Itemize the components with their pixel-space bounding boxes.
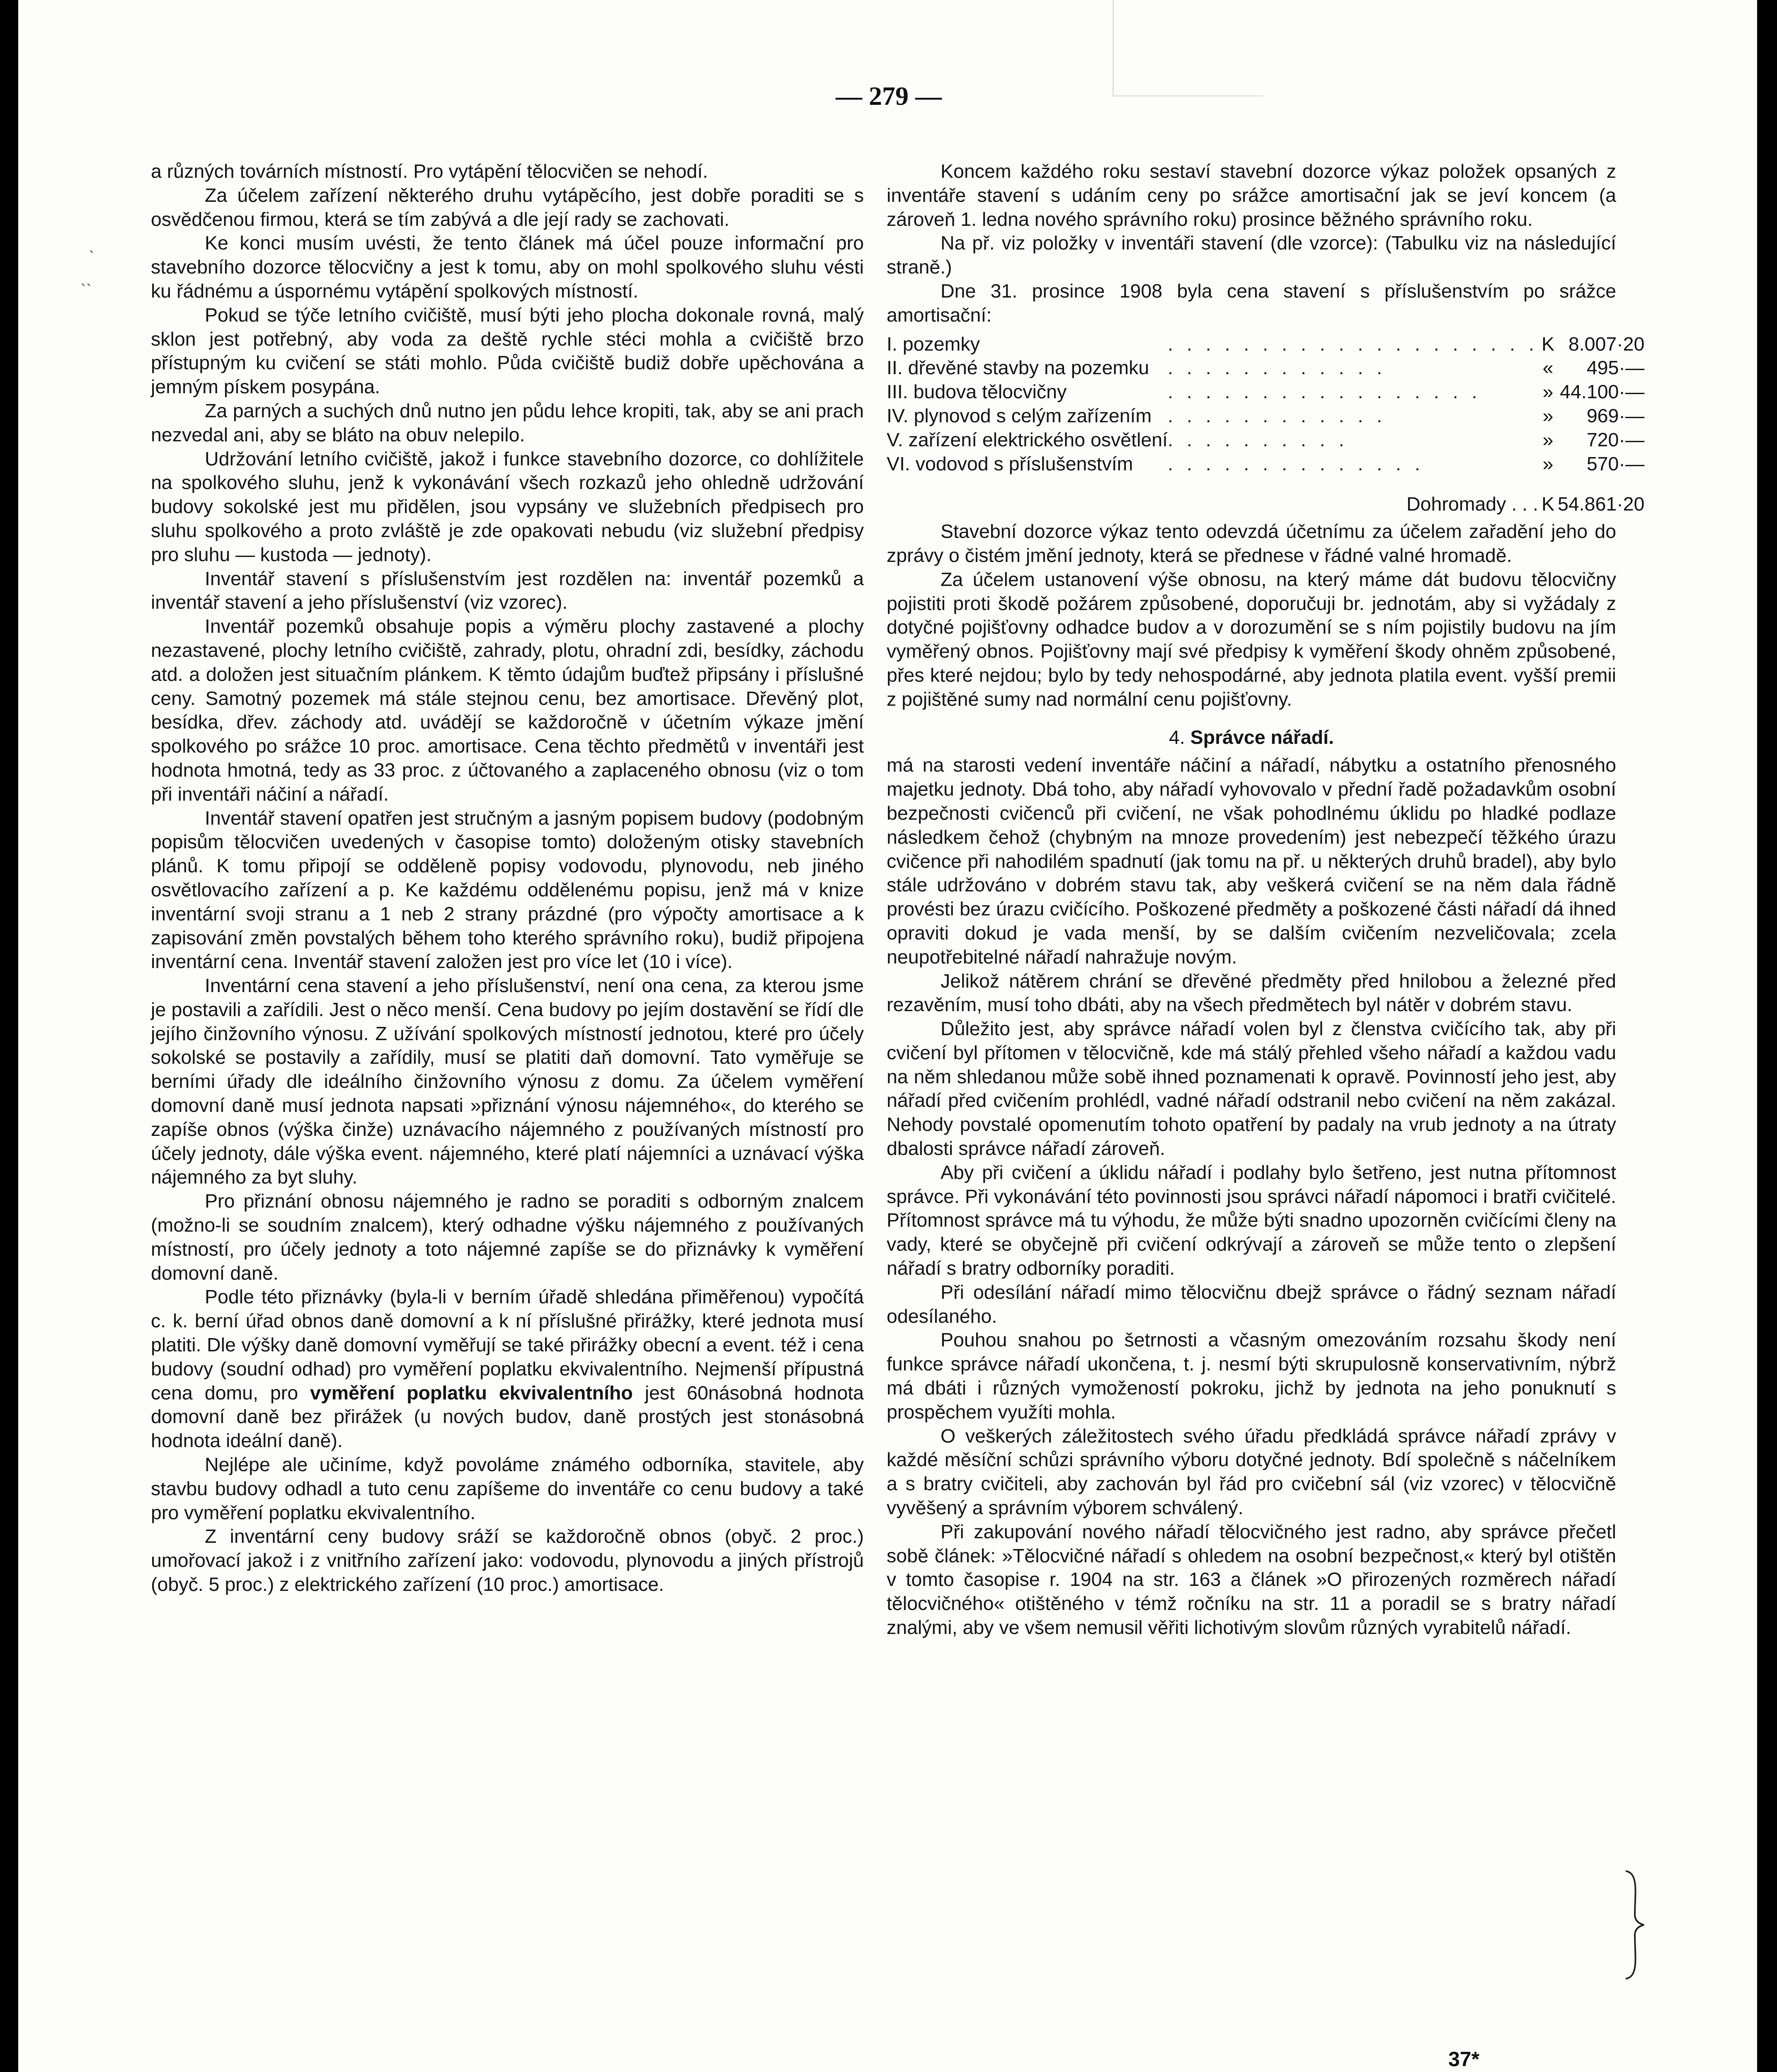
table-row-label: II. dřevěné stavby na pozemku xyxy=(887,357,1149,379)
paragraph: Inventář stavení s příslušenstvím jest rozdělen na: inventář pozemků a inventář stavení a jeho příslušenství (viz vzorec). xyxy=(151,567,864,613)
amount: 8.007·20 xyxy=(1568,333,1645,355)
paragraph: Inventární cena stavení a jeho příslušenství, není ona cena, za kterou jsme je postavili a zařídili. Jest o něco menší. Cena budovy po jejím dostavění se řídí dle jejího činžovního výnosu. Z užívání spolkových místností jednotou, které pro účely sokolské se postavily a zařídily, musí se platiti daň domovní. Tato vyměřuje se berními úřady dle ideálního činžovního výnosu z domu. Za účelem vyměření domovní daně musí jednota napsati »přiznání výnosu nájemného«, do kterého se zapíše obnos (výška činže) uznávacího nájemného z používaných místností pro účely jednoty, dále výška event. nájemného, které platí nájemníci a uznávací výška nájemného za byt sluhy. xyxy=(151,975,864,1188)
paragraph: Koncem každého roku sestaví stavební dozorce výkaz položek opsaných z inventáře stavení s udáním ceny po srážce amortisační jak se jeví koncem (a zároveň 1. ledna nového správního roku) prosince běžného správního roku. xyxy=(887,160,1616,230)
paragraph: Za parných a suchých dnů nutno jen půdu lehce kropiti, tak, aby se ani prach nezvedal ani, aby se bláto na obuv nelepilo. xyxy=(151,399,864,445)
page-number: — 279 — xyxy=(836,81,942,111)
paragraph: Za účelem ustanovení výše obnosu, na který máme dát budovu tělocvičny pojistiti proti škodě požárem způsobené, doporučuji br. jednotám, aby si vyžádaly z dotyčné pojišťovny odhadce budov a v dorozumění se s ním pojistily budovu na jím vyměřený obnos. Pojišťovny mají své předpisy k vyměření škody ohněm způsobené, přes které nejdou; bylo by tedy nehospodárné, aby jednota platila event. vyšší premii z pojištěné sumy nad normální cenu pojišťovny. xyxy=(887,568,1616,710)
table-row xyxy=(887,428,1644,452)
amount: 495·— xyxy=(1586,357,1645,379)
bold-text-run: vyměření poplatku ekvivalentního xyxy=(310,1382,633,1404)
table-row-label: VI. vodovod s příslušenstvím xyxy=(887,453,1133,474)
table-row xyxy=(887,404,1644,428)
right-column xyxy=(887,160,1645,1640)
paragraph: Pro přiznání obnosu nájemného je radno se poraditi s odborným znalcem (možno-li se soudním znalcem), který odhadne výšku nájemného z používaných místností, pro účely jednoty a toto nájemné zapíše se do přiznávky k vyměření domovní daně. xyxy=(151,1190,864,1284)
table-row-label: III. budova tělocvičny xyxy=(887,381,1067,403)
leader-dots: . . . . . . . . . . . . xyxy=(1168,357,1387,379)
currency-mark: » xyxy=(1542,428,1554,450)
table-row xyxy=(887,332,1644,356)
currency-mark: » xyxy=(1542,381,1554,403)
paragraph: Jelikož nátěrem chrání se dřevěné předměty před hnilobou a železné před rezavěním, musí toho dbáti, aby na všech předmětech byl nátěr v dobrém stavu. xyxy=(887,970,1616,1016)
signature-mark: 37* xyxy=(1448,2048,1480,2071)
currency-mark: « xyxy=(1542,357,1554,379)
paragraph: Ke konci musím uvésti, že tento článek má účel pouze informační pro stavebního dozorce tělocvičny a jest k tomu, aby on mohl spolkového sluhu vésti ku řádnému a úspornému vytápění spolkových místností. xyxy=(151,232,864,302)
section-number: 4. xyxy=(1169,726,1185,748)
paragraph xyxy=(151,1285,864,1453)
paragraph: a různých továrních místností. Pro vytápění tělocvičen se nehodí. xyxy=(151,160,708,182)
total-amount: 54.861·20 xyxy=(1557,493,1645,515)
property-value-table xyxy=(887,332,1644,517)
table-row xyxy=(887,356,1644,380)
table-row xyxy=(887,452,1644,476)
scanned-page xyxy=(18,0,1757,2072)
left-column xyxy=(151,160,864,1597)
table-row xyxy=(887,380,1644,404)
total-label: Dohromady . . . xyxy=(1406,493,1538,515)
amount: 720·— xyxy=(1586,428,1645,450)
paragraph: Inventář pozemků obsahuje popis a výměru plochy zastavené a plochy nezastavené, plochy letního cvičiště, zahrady, plotu, ohradní zdi, besídky, záchodu atd. a doložen jest situačním plánkem. K těmto údajům buďtež připsány i příslušné ceny. Samotný pozemek má stále stejnou cenu, bez amortisace. Dřevěný plot, besídka, dřev. záchody atd. uvádějí se každoročně v účetním výkaze jmění spolkového po srážce 10 proc. amortisace. Cena těchto předmětů v inventáři jest hodnota hmotná, tedy as 33 proc. z účtovaného a zaplaceného obnosu (viz o tom při inventáři náčiní a nářadí. xyxy=(151,615,864,805)
amount: 44.100·— xyxy=(1560,381,1645,403)
currency-mark: » xyxy=(1542,453,1554,474)
paragraph: Pouhou snahou po šetrnosti a včasným omezováním rozsahu škody není funkce správce nářadí ukončena, t. j. nesmí býti skrupulosně konservativním, nýbrž má dbáti i různých vymožeností pokroku, jichž by jednota na jeho ponuknutí s prospěchem využíti mohla. xyxy=(887,1329,1616,1423)
paragraph: Při odesílání nářadí mimo tělocvičnu dbejž správce o řádný seznam nářadí odesílaného. xyxy=(887,1281,1616,1327)
paragraph: Na př. viz položky v inventáři stavení (dle vzorce): (Tabulku viz na následující straně.) xyxy=(887,232,1616,278)
table-total-row xyxy=(887,476,1644,516)
leader-dots: . . . . . . . . . . . . . . . . . . . . xyxy=(1168,333,1538,355)
paragraph: Důležito jest, aby správce nářadí volen byl z členstva cvičícího tak, aby při cvičení byl přítomen v tělocvičně, kde má stálý přehled všeho nářadí a každou vadu na něm shledanou může sobě ihned poznamenati k opravě. Povinností jeho jest, aby nářadí před cvičením prohlédl, vadné nářadí odstranil nebo cvičení na něm zakázal. Nehody povstalé opomenutím tohoto opatření by padaly na vrub jednoty a na útraty dbalosti správce nářadí zároveň. xyxy=(887,1018,1616,1159)
paragraph: Nejlépe ale učiníme, když povoláme známého odborníka, stavitele, aby stavbu budovy odhadl a tuto cenu zapíšeme do inventáře co cenu budovy a také pro vyměření poplatku ekvivalentního. xyxy=(151,1454,864,1523)
paragraph: Udržování letního cvičiště, jakož i funkce stavebního dozorce, co dohlížitele na spolkového sluhu, jenž k vykonávání všech rozkazů jeho ohledně udržování budovy sokolské jest mu přidělen, jsou vypsány ve služebních předpisech pro sluhu spolkového a proto zvláště je zde opakovati nebudu (viz služební předpisy pro sluhu — kustoda — jednoty). xyxy=(151,448,864,565)
leader-dots: . . . . . . . . . . . . xyxy=(1168,404,1387,426)
paragraph: Pokud se týče letního cvičiště, musí býti jeho plocha dokonale rovná, malý sklon jest potřebný, aby voda za deště rychle stéci mohla a cvičiště brzo přístupným ku cvičení se státi mohlo. Půda cvičiště budiž dobře upěchována a jemným pískem posypána. xyxy=(151,304,864,398)
paragraph: Stavební dozorce výkaz tento odevzdá účetnímu za účelem zařadění jeho do zprávy o čistém jmění jednoty, která se přednese v řádné valné hromadě. xyxy=(887,520,1616,566)
table-row-label: V. zařízení elektrického osvětlení xyxy=(887,428,1168,450)
amount: 570·— xyxy=(1586,453,1645,474)
paragraph: O veškerých záležitostech svého úřadu předkládá správce nářadí zprávy v každé měsíční schůzi správního výboru dotyčné jednoty. Bdí společně s náčelníkem a s bratry cvičiteli, aby zachován byl řád pro cvičební sál (viz vzorec) v tělocvičně vyvěšený a správním výborem schválený. xyxy=(887,1425,1616,1519)
section-title: Správce nářadí. xyxy=(1190,726,1334,748)
paragraph: Dne 31. prosince 1908 byla cena stavení s příslušenstvím po srážce amortisační: xyxy=(887,280,1616,326)
paragraph: má na starosti vedení inventáře náčiní a nářadí, nábytku a ostatního přenosného majetku jednoty. Dbá toho, aby nářadí vyhovovalo v přední řadě požadavkům osobní bezpečnosti cvičenců při cvičení, ne však pohodlnému úklidu po hladké podlaze následkem čehož (chybným na mnoze provedením) jest nebezpečí těžkého úrazu cvičence při nahodilém spadnutí (jak tomu na př. u některých druhů bradel), aby bylo stále udržováno v dobrém stavu tak, aby veškerá cvičení se na něm dala řádně provésti bez úrazu cvičícího. Poškozené předměty a poškozené části nářadí dá ihned opraviti dokud je vada menší, by se dalším cvičením nezveličovala; zcela neupotřebitelné nářadí nahražuje novým. xyxy=(887,754,1616,968)
margin-mark: ˴ xyxy=(89,240,95,259)
currency-mark: K xyxy=(1541,493,1554,515)
leader-dots: . . . . . . . . . . xyxy=(1168,428,1348,450)
leader-dots: . . . . . . . . . . . . . . . . . xyxy=(1168,381,1481,403)
paragraph: Aby při cvičení a úklidu nářadí i podlahy bylo šetřeno, jest nutna přítomnost správce. Při vykonávání této povinnosti jsou správci nářadí nápomoci i bratři cvičitelé. Přítomnost správce má tu výhodu, že může býti snadno upozorněn cvičícími členy na vady, které se obyčejně při cvičení odkrývají a zároveň se může tento o zlepšení nářadí s bratry odborníky poraditi. xyxy=(887,1161,1616,1279)
table-row-label: IV. plynovod s celým zařízením xyxy=(887,404,1152,426)
text-run: Podle této přiznávky (byla-li v berním úřadě shledána přiměřenou) vypočítá c. k. berní úřad obnos daně domovní a k ní příslušné přirážky, které jednota musí platiti. Dle výšky daně domovní vyměřují se také přirážky obecní a event. též i cena budovy (soudní odhad) pro vyměření poplatku ekvivalentního. Nejmenší přípustná cena domu, pro xyxy=(151,1286,864,1404)
section-heading xyxy=(887,726,1616,750)
paragraph: Z inventární ceny budovy sráží se každoročně obnos (obyč. 2 proc.) umořovací jakož i z vnitřního zařízení jako: vodovodu, plynovodu a jiných přístrojů (obyč. 5 proc.) z elektrického zařízení (10 proc.) amortisace. xyxy=(151,1525,864,1595)
amount: 969·— xyxy=(1586,404,1645,426)
leader-dots: . . . . . . . . . . . . . . xyxy=(1168,453,1424,474)
table-row-label: I. pozemky xyxy=(887,333,980,355)
margin-brace-mark xyxy=(1622,1869,1647,1981)
text-run: jest 60násobná hodnota domovní daně bez přirážek (u nových budov, daně prostých jest stonásobná hodnota ideální daně). xyxy=(151,1382,864,1452)
paragraph: Inventář stavení opatřen jest stručným a jasným popisem budovy (podobným popisům tělocvičen uvedených v časopise tomto) doloženým otisky stavebních plánů. K tomu připojí se odděleně popisy vodovodu, plynovodu, neb jiného osvětlovacího zařízení a p. Ke každému oddělenému popisu, jenž má v knize inventární svoji stranu a 1 neb 2 strany prázdné (pro výpočty amortisace a k zapisování změn povstalých během toho kterého správního roku), budiž připojena inventární cena. Inventář stavení založen jest pro více let (10 i více). xyxy=(151,807,864,973)
currency-mark: » xyxy=(1542,404,1554,426)
paragraph: Za účelem zařízení některého druhu vytápěcího, jest dobře poraditi se s osvědčenou firmou, která se tím zabývá a dle její rady se zachovati. xyxy=(151,184,864,230)
currency-mark: K xyxy=(1541,333,1554,355)
paper-stain-mark xyxy=(1113,0,1263,97)
paragraph: Při zakupování nového nářadí tělocvičného jest radno, aby správce přečetl sobě článek: »Tělocvičné nářadí s ohledem na osobní bezpečnost,« který byl otištěn v tomto časopise r. 1904 na str. 163 a článek »O přirozených rozměrech nářadí tělocvičného« otištěného v témž ročníku na str. 11 a poradil se s bratry nářadí znalými, aby ve všem nemusil věřiti lichotivým slovům různých vyrabitelů nářadí. xyxy=(887,1520,1616,1639)
margin-mark: ˴˴ xyxy=(80,274,92,293)
